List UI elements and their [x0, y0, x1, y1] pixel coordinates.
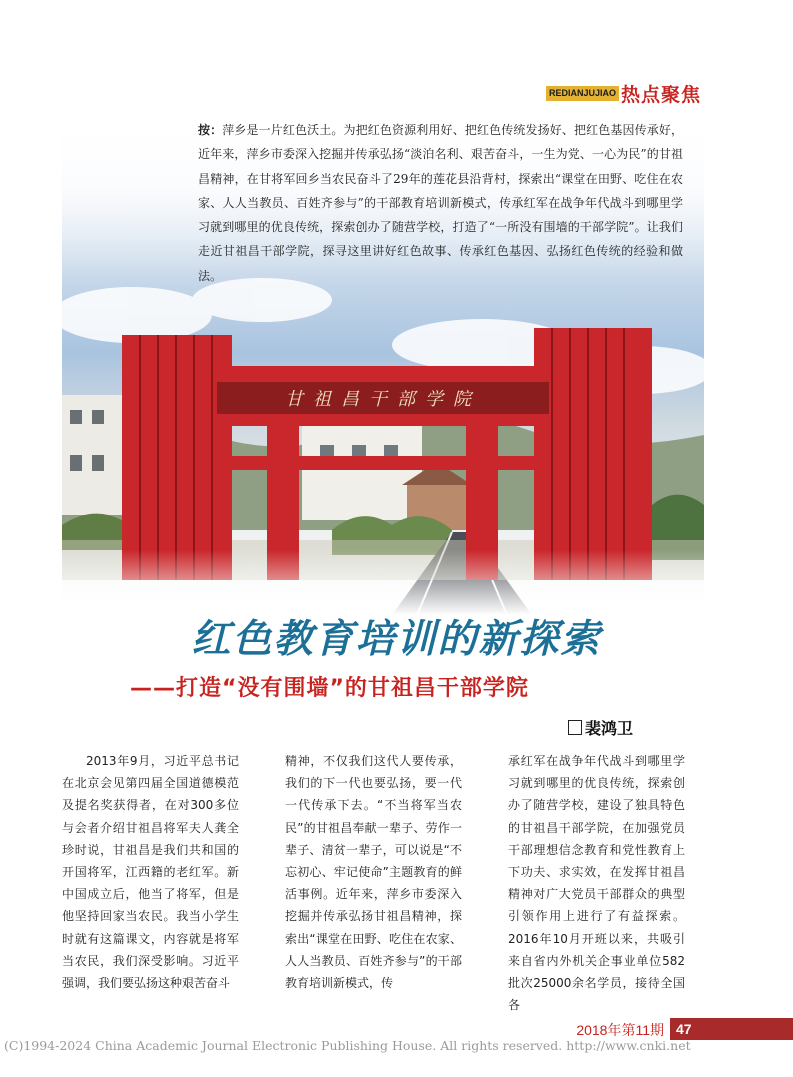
section-header	[546, 80, 701, 107]
editor-note	[198, 118, 683, 288]
author-box-icon	[568, 720, 582, 735]
copyright-line: (C)1994-2024 China Academic Journal Electronic Publishing House. All rights reserved. http://www.cnki.net	[4, 1038, 691, 1053]
article-column-1	[62, 750, 239, 994]
section-tag-title: 热点聚焦	[620, 84, 701, 106]
editor-note-lead: 按：	[198, 123, 223, 137]
column-1-text: 2013年9月，习近平总书记在北京会见第四届全国道德模范及提名奖获得者，在对300多位与会者介绍甘祖昌将军夫人龚全珍时说，甘祖昌是我们共和国的开国将军，江西籍的老红军。新中国成立后，他当了将军，但是他坚持回家当农民。我当小学生时就有这篇课文，内容就是将军当农民，我们深受影响。习近平强调，我们要弘扬这种艰苦奋斗	[62, 754, 239, 991]
author-line	[568, 716, 633, 739]
section-tag-pinyin: REDIANJUJIAO	[546, 86, 619, 101]
page-footer	[0, 1018, 793, 1040]
gate-sign-text: 甘祖昌干部学院	[285, 389, 481, 410]
author-name: 裴鸿卫	[585, 719, 634, 738]
article-column-3	[508, 750, 685, 1016]
issue-label: 2018年第11期	[576, 1022, 664, 1038]
article-title: 红色教育培训的新探索	[191, 617, 602, 662]
column-3-text: 承红军在战争年代战斗到哪里学习就到哪里的优良传统，探索创办了随营学校，建设了独具特色的甘祖昌干部学院，在加强党员干部理想信念教育和党性教育上下功夫、求实效，在发挥甘祖昌精神对广大党员干部群众的典型引领作用上进行了有益探索。2016年10月开班以来，共吸引来自省内外机关企事业单位582批次25000余名学员，接待全国各	[508, 754, 685, 1013]
article-column-2	[285, 750, 462, 994]
column-2-text: 精神，不仅我们这代人要传承，我们的下一代也要弘扬，要一代一代传承下去。“不当将军当农民”的甘祖昌奉献一辈子、劳作一辈子、清贫一辈子，可以说是“不忘初心、牢记使命”主题教育的鲜活事例。近年来，萍乡市委深入挖掘并传承弘扬甘祖昌精神，探索出“课堂在田野、吃住在农家、人人当教员、百姓齐参与”的干部教育培训新模式，传	[285, 754, 462, 991]
article-subtitle: ——打造“没有围墙”的甘祖昌干部学院	[130, 676, 529, 701]
page-number: 47	[670, 1018, 793, 1040]
editor-note-text: 萍乡是一片红色沃土。为把红色资源利用好、把红色传统发扬好、把红色基因传承好，近年来，萍乡市委深入挖掘并传承弘扬“淡泊名利、艰苦奋斗，一生为党、一心为民”的甘祖昌精神，在甘将军回乡当农民奋斗了29年的莲花县沿背村，探索出“课堂在田野、吃住在农家、人人当教员、百姓齐参与”的干部教育培训新模式，传承红军在战争年代战斗到哪里学习就到哪里的优良传统，探索创办了随营学校，打造了“一所没有围墙的干部学院”。让我们走近甘祖昌干部学院，探寻这里讲好红色故事、传承红色基因、弘扬红色传统的经验和做法。	[198, 123, 683, 283]
